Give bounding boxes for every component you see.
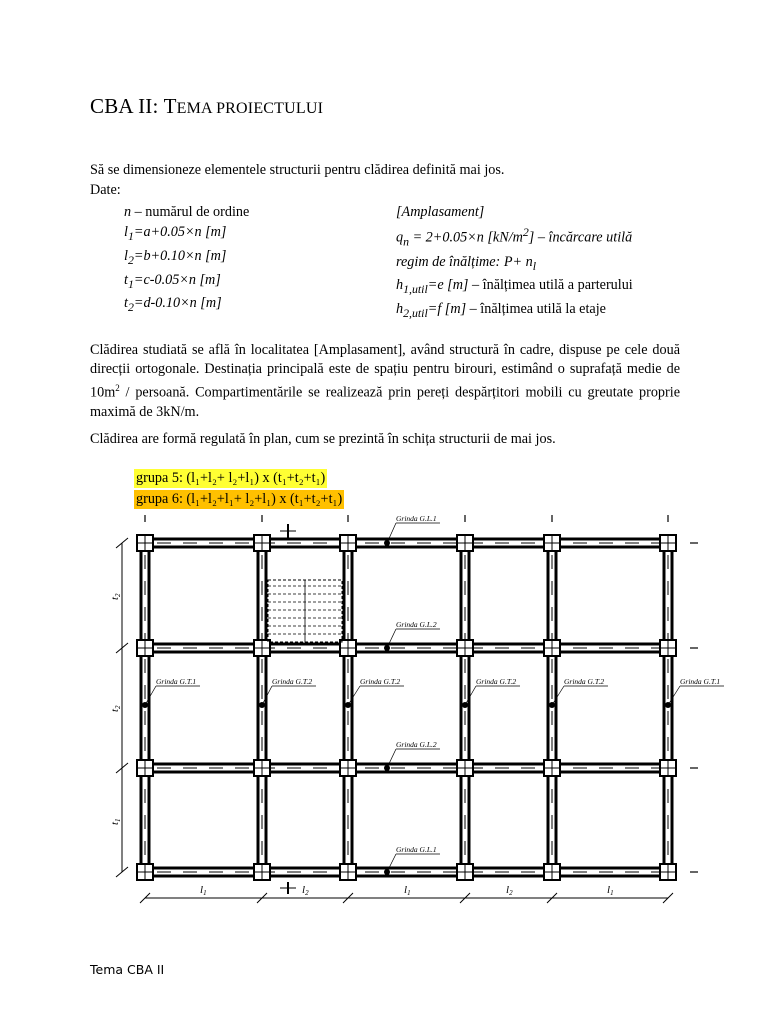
title-main: CBA II:	[90, 94, 159, 118]
data-h2: $h_{2,util}=f$ [m] – înălțimea utilă la etaje	[396, 301, 606, 321]
paragraph-description: Clădirea studiată se află în localitatea [Amplasament], având structură în cadre, dispuse pe cele două direcții ortogonale. Destinația principală este de spațiu pentru birouri, estimând o suprafață medie de $10m^2$ / persoană. Compartimentările se realizează prin pereți despărțitori mobili cu greutate proprie maximă de 3kN/m.	[90, 342, 680, 420]
callout-leader	[668, 686, 680, 705]
data-amplasament: [Amplasament]	[396, 204, 485, 220]
beam-label: Grinda G.T.1	[156, 677, 197, 686]
title-rest: EMA PROIECTULUI	[176, 100, 324, 117]
dim-label-l1: l1	[607, 884, 614, 897]
footer-text: Tema CBA II	[90, 962, 165, 977]
beam-label: Grinda G.L.2	[396, 740, 437, 749]
data-l2: $l_2=b+0.10\times n$ [m]	[124, 247, 227, 267]
beam-label: Grinda G.L.1	[396, 845, 437, 854]
beam-label: Grinda G.T.2	[564, 677, 605, 686]
grupa-6-highlight: grupa 6: (l₁+l₂+l₁+ l₂+l₁) x (t₁+t₂+t₁)	[136, 491, 343, 507]
dim-label-l1: l1	[404, 884, 411, 897]
beam-label: Grinda G.L.1	[396, 514, 437, 523]
dim-label-l1: l1	[200, 884, 207, 897]
dim-label-t2: t2	[109, 705, 122, 712]
data-l1: $l_1=a+0.05\times n$ [m]	[124, 224, 227, 243]
beam-label: Grinda G.T.2	[476, 677, 517, 686]
data-t1: $t_1=c-0.05\times n$ [m]	[124, 271, 221, 291]
beam-label: Grinda G.T.2	[360, 677, 401, 686]
data-qn: $q_n = 2+0.05\times n$ $[kN/m^2]$ – încărcare utilă	[396, 225, 633, 249]
dim-label-l2: l2	[302, 884, 309, 897]
dim-label-l2: l2	[506, 884, 513, 897]
data-n: n – numărul de ordine	[124, 204, 250, 220]
callout-leader	[348, 686, 360, 705]
data-t2: $t_2=d-0.10\times n$ [m]	[124, 295, 222, 315]
title-initial: T	[163, 94, 177, 118]
date-label: Date:	[90, 182, 121, 198]
intro-text: Să se dimensioneze elementele structurii pentru clădirea definită mai jos.	[90, 162, 505, 178]
beam-label: Grinda G.L.2	[396, 620, 437, 629]
beam-label: Grinda G.T.1	[680, 677, 721, 686]
beam-label: Grinda G.T.2	[272, 677, 313, 686]
paragraph-shape: Clădirea are formă regulată în plan, cum se prezintă în schița structurii de mai jos.	[90, 431, 556, 447]
callout-leader	[552, 686, 564, 705]
grupa-5-highlight: grupa 5: (l₁+l₂+ l₂+l₁) x (t₁+t₂+t₁)	[136, 470, 326, 486]
dim-label-t1: t1	[109, 818, 122, 825]
data-regim: regim de înălțime: $P+ n_l$	[396, 253, 537, 273]
dim-label-t2: t2	[109, 593, 122, 600]
data-h1: $h_{1,util}=e$ [m] – înălțimea utilă a parterului	[396, 277, 633, 297]
